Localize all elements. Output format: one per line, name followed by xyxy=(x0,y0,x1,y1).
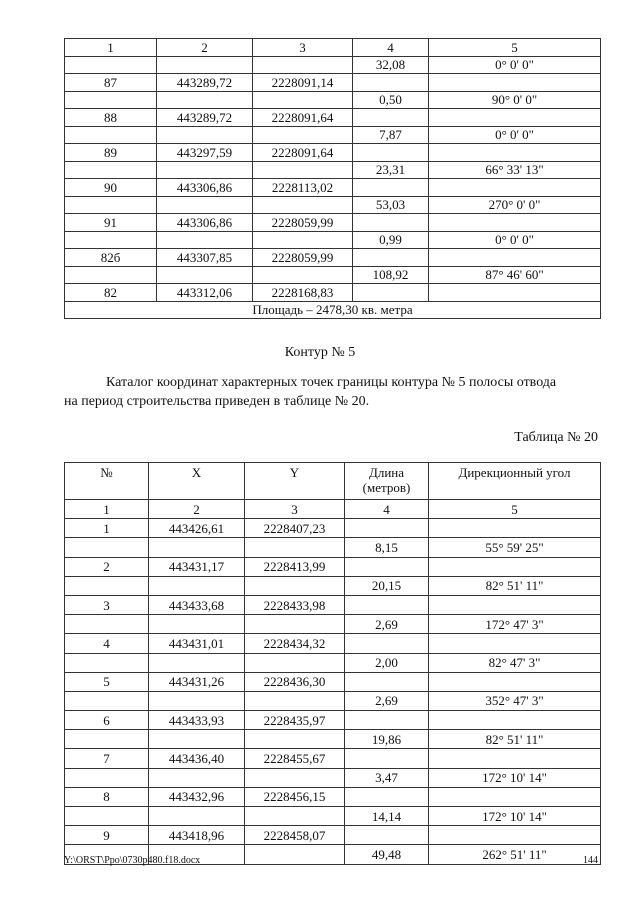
x-cell xyxy=(149,691,245,710)
y-header: Y xyxy=(245,463,345,500)
table-row xyxy=(65,768,601,787)
footer-file-path: Y:\ORST\Ppo\0730p480.f18.docx xyxy=(64,855,201,866)
y-cell: 2228113,02 xyxy=(253,179,353,197)
y-cell: 2228091,64 xyxy=(253,109,353,127)
number-header: № xyxy=(65,463,149,500)
x-cell: 443289,72 xyxy=(157,74,253,92)
angle-cell: 0° 0' 0" xyxy=(429,231,601,249)
length-cell: 8,15 xyxy=(345,538,429,557)
length-cell: 32,08 xyxy=(353,56,429,74)
column-number-cell: 1 xyxy=(65,500,149,519)
length-cell xyxy=(345,711,429,730)
table-row xyxy=(65,91,601,109)
y-cell xyxy=(253,56,353,74)
angle-cell: 172° 10' 14" xyxy=(429,768,601,787)
table-header-row xyxy=(65,39,601,57)
table-row xyxy=(65,249,601,267)
y-cell: 2228436,30 xyxy=(245,672,345,691)
y-cell: 2228456,15 xyxy=(245,787,345,806)
point-number-cell xyxy=(65,196,157,214)
angle-cell xyxy=(429,179,601,197)
column-number-cell: 2 xyxy=(149,500,245,519)
length-cell xyxy=(345,519,429,538)
length-cell: 20,15 xyxy=(345,576,429,595)
column-number-cell: 4 xyxy=(345,500,429,519)
y-cell xyxy=(245,807,345,826)
table-row xyxy=(65,711,601,730)
y-cell xyxy=(245,615,345,634)
x-cell xyxy=(157,56,253,74)
y-cell: 2228407,23 xyxy=(245,519,345,538)
y-cell xyxy=(253,231,353,249)
x-cell: 443297,59 xyxy=(157,144,253,162)
column-number-cell: 1 xyxy=(65,39,157,57)
paragraph xyxy=(64,373,600,411)
y-cell xyxy=(253,91,353,109)
length-cell: 0,50 xyxy=(353,91,429,109)
table-row xyxy=(65,126,601,144)
point-number-cell: 82 xyxy=(65,284,157,302)
point-number-cell xyxy=(65,691,149,710)
point-number-cell: 88 xyxy=(65,109,157,127)
angle-cell xyxy=(429,711,601,730)
point-number-cell: 6 xyxy=(65,711,149,730)
angle-cell: 82° 47' 3" xyxy=(429,653,601,672)
point-number-cell xyxy=(65,730,149,749)
length-cell xyxy=(345,557,429,576)
y-cell: 2228434,32 xyxy=(245,634,345,653)
y-cell xyxy=(253,161,353,179)
area-cell: Площадь – 2478,30 кв. метра xyxy=(65,301,601,319)
y-cell: 2228059,99 xyxy=(253,249,353,267)
length-cell: 2,69 xyxy=(345,691,429,710)
angle-cell xyxy=(429,672,601,691)
table-row xyxy=(65,730,601,749)
length-cell: 49,48 xyxy=(345,845,429,864)
table-row xyxy=(65,161,601,179)
angle-cell: 172° 10' 14" xyxy=(429,807,601,826)
point-number-cell: 4 xyxy=(65,634,149,653)
table-caption: Таблица № 20 xyxy=(514,430,598,445)
table-row xyxy=(65,615,601,634)
y-cell: 2228059,99 xyxy=(253,214,353,232)
table-row xyxy=(65,787,601,806)
y-cell xyxy=(245,730,345,749)
x-cell: 443433,68 xyxy=(149,595,245,614)
table-row xyxy=(65,179,601,197)
x-cell: 443418,96 xyxy=(149,826,245,845)
x-cell xyxy=(157,231,253,249)
x-cell xyxy=(157,266,253,284)
angle-cell xyxy=(429,557,601,576)
table-row xyxy=(65,749,601,768)
length-cell xyxy=(345,672,429,691)
column-number-cell: 5 xyxy=(429,500,601,519)
x-cell: 443289,72 xyxy=(157,109,253,127)
y-cell xyxy=(253,196,353,214)
length-cell xyxy=(345,749,429,768)
x-cell xyxy=(149,768,245,787)
angle-cell: 87° 46' 60" xyxy=(429,266,601,284)
y-cell: 2228458,07 xyxy=(245,826,345,845)
point-number-cell xyxy=(65,538,149,557)
length-cell: 19,86 xyxy=(345,730,429,749)
y-cell: 2228435,97 xyxy=(245,711,345,730)
y-cell: 2228091,14 xyxy=(253,74,353,92)
angle-cell: 66° 33' 13" xyxy=(429,161,601,179)
x-cell: 443431,26 xyxy=(149,672,245,691)
y-cell: 2228168,83 xyxy=(253,284,353,302)
angle-cell: 55° 59' 25" xyxy=(429,538,601,557)
table-row xyxy=(65,538,601,557)
x-cell: 443433,93 xyxy=(149,711,245,730)
point-number-cell xyxy=(65,266,157,284)
point-number-cell: 89 xyxy=(65,144,157,162)
length-cell: 2,00 xyxy=(345,653,429,672)
footer-page-number: 144 xyxy=(583,855,598,866)
point-number-cell: 5 xyxy=(65,672,149,691)
x-cell xyxy=(149,538,245,557)
angle-cell xyxy=(429,634,601,653)
y-cell xyxy=(245,691,345,710)
y-cell xyxy=(245,653,345,672)
angle-cell xyxy=(429,749,601,768)
point-number-cell: 90 xyxy=(65,179,157,197)
coordinates-table-20 xyxy=(64,462,601,865)
table-row xyxy=(65,826,601,845)
y-cell: 2228455,67 xyxy=(245,749,345,768)
y-cell xyxy=(245,845,345,864)
point-number-cell: 1 xyxy=(65,519,149,538)
column-number-cell: 5 xyxy=(429,39,601,57)
table-row xyxy=(65,109,601,127)
length-cell: 14,14 xyxy=(345,807,429,826)
x-cell: 443432,96 xyxy=(149,787,245,806)
point-number-cell xyxy=(65,161,157,179)
y-cell xyxy=(245,576,345,595)
x-cell xyxy=(149,730,245,749)
length-cell xyxy=(353,144,429,162)
angle-cell xyxy=(429,787,601,806)
angle-cell xyxy=(429,144,601,162)
length-cell: 2,69 xyxy=(345,615,429,634)
length-cell xyxy=(345,634,429,653)
point-number-cell xyxy=(65,653,149,672)
length-cell xyxy=(353,284,429,302)
length-header: Длина (метров) xyxy=(345,463,429,500)
angle-cell: 172° 47' 3" xyxy=(429,615,601,634)
table-row xyxy=(65,672,601,691)
y-cell xyxy=(253,126,353,144)
table-row xyxy=(65,196,601,214)
x-cell: 443307,85 xyxy=(157,249,253,267)
x-cell xyxy=(157,126,253,144)
table-row xyxy=(65,519,601,538)
table-row xyxy=(65,576,601,595)
point-number-cell: 9 xyxy=(65,826,149,845)
point-number-cell: 91 xyxy=(65,214,157,232)
x-cell xyxy=(157,196,253,214)
length-cell: 3,47 xyxy=(345,768,429,787)
table-row xyxy=(65,214,601,232)
x-cell: 443306,86 xyxy=(157,214,253,232)
angle-cell xyxy=(429,519,601,538)
angle-cell xyxy=(429,74,601,92)
length-cell xyxy=(345,826,429,845)
y-cell: 2228091,64 xyxy=(253,144,353,162)
length-cell xyxy=(345,595,429,614)
table-header-row xyxy=(65,463,601,500)
table-row xyxy=(65,284,601,302)
point-number-cell xyxy=(65,807,149,826)
length-cell: 23,31 xyxy=(353,161,429,179)
x-cell xyxy=(157,91,253,109)
point-number-cell xyxy=(65,615,149,634)
point-number-cell xyxy=(65,56,157,74)
area-row xyxy=(65,301,601,319)
point-number-cell xyxy=(65,768,149,787)
point-number-cell: 3 xyxy=(65,595,149,614)
y-cell xyxy=(245,768,345,787)
angle-cell xyxy=(429,249,601,267)
x-cell xyxy=(149,576,245,595)
angle-cell: 0° 0' 0" xyxy=(429,56,601,74)
angle-cell xyxy=(429,214,601,232)
x-cell: 443306,86 xyxy=(157,179,253,197)
x-cell xyxy=(157,161,253,179)
x-cell: 443436,40 xyxy=(149,749,245,768)
x-cell: 443426,61 xyxy=(149,519,245,538)
contour-heading: Контур № 5 xyxy=(284,345,356,360)
length-cell: 53,03 xyxy=(353,196,429,214)
x-cell: 443431,17 xyxy=(149,557,245,576)
table-row xyxy=(65,74,601,92)
length-cell: 108,92 xyxy=(353,266,429,284)
point-number-cell: 7 xyxy=(65,749,149,768)
length-cell: 7,87 xyxy=(353,126,429,144)
length-cell xyxy=(353,249,429,267)
angle-cell: 90° 0' 0" xyxy=(429,91,601,109)
length-cell xyxy=(353,214,429,232)
angle-cell: 82° 51' 11" xyxy=(429,730,601,749)
length-cell xyxy=(353,179,429,197)
x-cell xyxy=(149,615,245,634)
length-cell xyxy=(353,109,429,127)
table-row xyxy=(65,807,601,826)
column-number-cell: 4 xyxy=(353,39,429,57)
x-cell: 443431,01 xyxy=(149,634,245,653)
y-cell xyxy=(245,538,345,557)
table-row xyxy=(65,266,601,284)
table-row xyxy=(65,653,601,672)
length-cell xyxy=(345,787,429,806)
angle-cell xyxy=(429,826,601,845)
point-number-cell xyxy=(65,126,157,144)
y-cell: 2228413,99 xyxy=(245,557,345,576)
point-number-cell xyxy=(65,576,149,595)
x-cell: 443312,06 xyxy=(157,284,253,302)
column-numbers-row xyxy=(65,500,601,519)
table-row xyxy=(65,691,601,710)
table-row xyxy=(65,595,601,614)
table-row xyxy=(65,231,601,249)
x-header: X xyxy=(149,463,245,500)
angle-cell xyxy=(429,109,601,127)
angle-cell xyxy=(429,595,601,614)
point-number-cell: 82б xyxy=(65,249,157,267)
table-row xyxy=(65,56,601,74)
point-number-cell: 2 xyxy=(65,557,149,576)
point-number-cell: 8 xyxy=(65,787,149,806)
length-cell xyxy=(353,74,429,92)
column-number-cell: 2 xyxy=(157,39,253,57)
point-number-cell: 87 xyxy=(65,74,157,92)
table-row xyxy=(65,634,601,653)
paragraph-line-1: Каталог координат характерных точек границы контура № 5 полосы отвода xyxy=(106,375,557,390)
table-row xyxy=(65,144,601,162)
angle-header: Дирекционный угол xyxy=(429,463,601,500)
angle-cell: 82° 51' 11" xyxy=(429,576,601,595)
angle-cell xyxy=(429,284,601,302)
angle-cell: 262° 51' 11" xyxy=(429,845,601,864)
y-cell xyxy=(253,266,353,284)
angle-cell: 0° 0' 0" xyxy=(429,126,601,144)
angle-cell: 352° 47' 3" xyxy=(429,691,601,710)
point-number-cell xyxy=(65,91,157,109)
y-cell: 2228433,98 xyxy=(245,595,345,614)
point-number-cell xyxy=(65,231,157,249)
coordinates-table-top xyxy=(64,38,601,319)
x-cell xyxy=(149,807,245,826)
paragraph-line-2: на период строительства приведен в таблице № 20. xyxy=(64,394,370,409)
angle-cell: 270° 0' 0" xyxy=(429,196,601,214)
length-cell: 0,99 xyxy=(353,231,429,249)
column-number-cell: 3 xyxy=(245,500,345,519)
column-number-cell: 3 xyxy=(253,39,353,57)
x-cell xyxy=(149,653,245,672)
table-row xyxy=(65,557,601,576)
